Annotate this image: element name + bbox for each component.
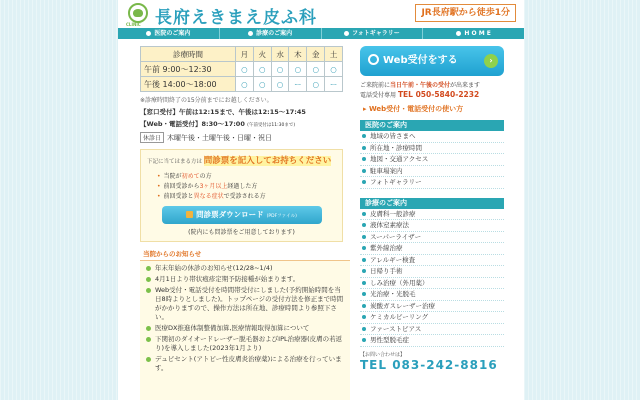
news-title: 当院からのお知らせ <box>140 249 350 261</box>
hours-row-morning <box>141 62 343 77</box>
web-note-text: ご来院前に <box>360 82 391 89</box>
hours-cell: ○ <box>253 62 271 77</box>
clinic-logo-icon[interactable] <box>128 3 148 23</box>
hours-cell: ー <box>325 77 343 92</box>
sidebar-item-cryotherapy[interactable]: 液体窒素療法 <box>360 220 504 232</box>
hours-cell: ー <box>289 77 307 92</box>
sidebar-item-spot-treatment[interactable]: しみ治療（外用薬） <box>360 278 504 290</box>
questionnaire-heading-main: 問診票を記入してお持ちください <box>203 156 332 166</box>
reception-phone-number[interactable]: TEL 050-5840-2232 <box>397 90 480 99</box>
hours-cell: ○ <box>307 77 325 92</box>
logo-subtext: CLINIC <box>126 22 141 27</box>
hours-cell: ○ <box>271 62 289 77</box>
sidebar-item-co2-laser[interactable]: 炭酸ガスレーザー治療 <box>360 301 504 313</box>
news-box <box>140 261 350 400</box>
sidebar-item-location[interactable]: 所在地・診療時間 <box>360 143 504 155</box>
questionnaire-box <box>140 149 343 242</box>
hours-cell: ○ <box>289 62 307 77</box>
nav-item-gallery[interactable] <box>322 28 424 39</box>
news-item[interactable]: 医療DX推進体制整備加算,医療情報取得加算について <box>146 324 346 333</box>
condition-list <box>157 172 336 202</box>
howto-link[interactable]: ▸ Web受付・電話受付の使い方 <box>363 105 464 113</box>
arrow-right-icon: › <box>484 54 498 68</box>
bullet-icon <box>146 31 151 36</box>
hours-cell: ○ <box>271 77 289 92</box>
questionnaire-download-button[interactable] <box>162 206 322 224</box>
news-item[interactable]: デュピセント(アトピー性皮膚炎治療薬)による治療を行っています。 <box>146 355 346 373</box>
site-title[interactable]: 長府えきまえ皮ふ科 <box>155 8 317 28</box>
download-pdf-note: (PDFファイル) <box>266 214 297 219</box>
access-badge: JR長府駅から徒歩1分 <box>415 4 516 22</box>
hours-row-label: 午後 14:00〜18:00 <box>141 77 236 92</box>
sidebar-item-chemical-peel[interactable]: ケミカルピーリング <box>360 312 504 324</box>
sidebar-treatment-list <box>360 209 504 347</box>
condition-text: の方 <box>199 173 212 180</box>
hours-header-row <box>141 47 343 62</box>
bullet-icon <box>456 31 461 36</box>
web-note-emphasis: 当日午前・午後の受付 <box>390 82 451 89</box>
bullet-icon <box>344 31 349 36</box>
condition-item <box>157 192 336 202</box>
web-phone-hours-text: 【Web・電話受付】8:30〜17:00 <box>140 120 245 128</box>
howto-label: Web受付・電話受付の使い方 <box>368 105 464 113</box>
news-item[interactable]: 4月1日より帯状疱疹定期予防接種が始まります。 <box>146 275 346 284</box>
closed-days-text: 木曜午後・土曜午後・日曜・祝日 <box>167 134 273 142</box>
nav-item-label: 診療のご案内 <box>256 30 293 37</box>
web-icon <box>368 54 379 65</box>
condition-item <box>157 172 336 182</box>
condition-text: 前回受診と <box>163 193 194 200</box>
sidebar-item-male-hair-loss[interactable]: 男性型脱毛症 <box>360 335 504 347</box>
news-list <box>146 264 346 373</box>
hours-cell: ○ <box>236 62 254 77</box>
document-icon <box>186 211 193 218</box>
web-note <box>360 81 504 90</box>
contact-label: 【お問い合わせは】 <box>360 351 406 358</box>
questionnaire-heading <box>147 154 336 166</box>
sidebar-clinic-heading: 医院のご案内 <box>360 120 504 131</box>
sidebar-item-greeting[interactable]: 地域の皆さまへ <box>360 131 504 143</box>
left-column <box>140 46 350 400</box>
web-phone-hours <box>140 119 350 128</box>
sidebar-clinic-list <box>360 131 504 189</box>
main-container <box>118 0 524 400</box>
web-button-label: Web受付をする <box>383 55 458 66</box>
hours-cell: ○ <box>253 77 271 92</box>
news-item[interactable]: Web受付・電話受付を時間帯受付にしました(予約開始時間を当日8時よりとしました)。トップページの受付方法を修正まで時間がかかりますので、操作方法は所在地、診療時間より参照下さい。 <box>146 286 346 322</box>
right-column <box>360 46 504 372</box>
news-item[interactable]: 下関初のダイオードレーザー脱毛器およびIPL治療器(皮膚の若返り)を導入しました(2023年1月より) <box>146 335 346 353</box>
day-header: 月 <box>236 47 254 62</box>
hours-cell: ○ <box>325 62 343 77</box>
contact-phone[interactable]: TEL 083-242-8816 <box>360 357 498 372</box>
nav-item-treatment[interactable] <box>220 28 322 39</box>
sidebar-item-access[interactable]: 地図・交通アクセス <box>360 154 504 166</box>
sidebar-item-superlizer[interactable]: スーパーライザー <box>360 232 504 244</box>
news-item[interactable]: 年末年始の休診のお知らせ(12/28~1/4) <box>146 264 346 273</box>
hours-row-label: 午前 9:00〜12:30 <box>141 62 236 77</box>
hours-note: ※診療時間終了の15分前までにお越しください。 <box>140 97 273 104</box>
sidebar-item-allergy-test[interactable]: アレルギー検査 <box>360 255 504 267</box>
sidebar-item-gallery[interactable]: フォトギャラリー <box>360 177 504 189</box>
condition-item <box>157 182 336 192</box>
day-header: 土 <box>325 47 343 62</box>
questionnaire-heading-prefix: 下記に当てはまる方は <box>147 159 203 165</box>
web-phone-hours-note: (午前受付は11:30まで) <box>247 123 296 128</box>
sidebar-item-parking[interactable]: 駐車場案内 <box>360 166 504 178</box>
hours-cell: ○ <box>236 77 254 92</box>
condition-highlight: 初めて <box>181 173 200 180</box>
nav-item-label: フォトギャラリー <box>352 30 400 37</box>
condition-highlight: 3ヶ月以上 <box>199 183 228 190</box>
condition-highlight: 異なる症状 <box>193 193 224 200</box>
download-note: (院内にも問診票をご用意しております) <box>188 229 295 236</box>
nav-item-clinic[interactable] <box>118 28 220 39</box>
day-header: 水 <box>271 47 289 62</box>
sidebar-item-day-surgery[interactable]: 日帰り手術 <box>360 266 504 278</box>
web-reception-button[interactable] <box>360 46 504 76</box>
closed-days <box>140 132 350 143</box>
nav-item-label: H O M E <box>464 30 491 37</box>
hours-table <box>140 46 343 92</box>
day-header: 金 <box>307 47 325 62</box>
bullet-icon <box>248 31 253 36</box>
condition-text: 経過した方 <box>227 183 258 190</box>
global-nav <box>118 28 524 39</box>
web-note-text: が出来ます <box>450 82 481 89</box>
reception-hours: 【窓口受付】午前は12:15まで、午後は12:15〜17:45 <box>140 108 306 116</box>
sidebar-item-first-piercing[interactable]: ファーストピアス <box>360 324 504 336</box>
condition-text: 当院が <box>163 173 182 180</box>
day-header: 火 <box>253 47 271 62</box>
sidebar-item-dermatology[interactable]: 皮膚科一般診療 <box>360 209 504 221</box>
download-label: 問診票ダウンロード <box>196 210 264 219</box>
reception-phone <box>360 90 504 101</box>
hours-cell: ○ <box>307 62 325 77</box>
reception-phone-label: 電話受付専用 <box>360 92 397 99</box>
hours-row-afternoon <box>141 77 343 92</box>
hours-head-label: 診療時間 <box>141 47 236 62</box>
sidebar-item-uv-therapy[interactable]: 紫外線治療 <box>360 243 504 255</box>
sidebar-item-light-therapy[interactable]: 光治療・光脱毛 <box>360 289 504 301</box>
day-header: 木 <box>289 47 307 62</box>
condition-text: 前回受診から <box>163 183 200 190</box>
condition-text: で受診される方 <box>223 193 266 200</box>
site-header <box>118 0 524 28</box>
nav-item-home[interactable] <box>423 28 524 39</box>
closed-label: 休診日 <box>140 132 164 143</box>
sidebar-treatment-heading: 診療のご案内 <box>360 198 504 209</box>
nav-item-label: 医院のご案内 <box>154 30 191 37</box>
